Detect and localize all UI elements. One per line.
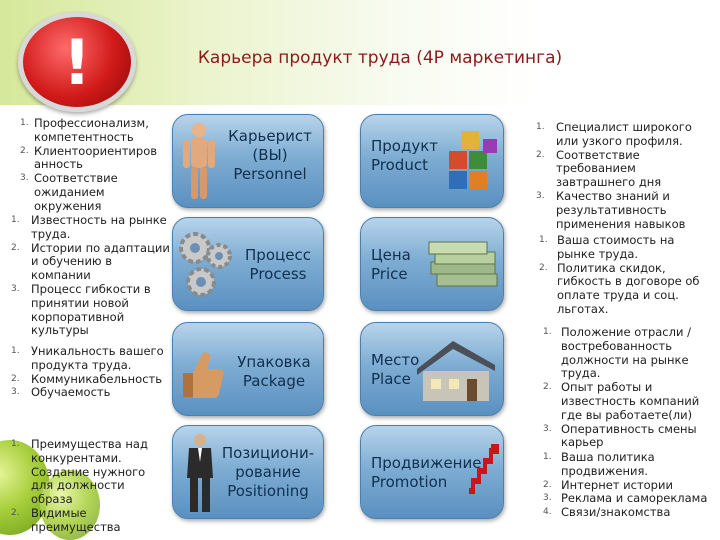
page-title: Карьера продукт труда (4P маркетинга)	[197, 48, 563, 68]
card-process[interactable]	[172, 217, 324, 311]
card-title-ru: Место	[371, 351, 420, 369]
personnel-list	[20, 116, 164, 214]
list-item	[11, 371, 171, 387]
list-text: Уникальность вашего продукта труда.	[31, 344, 164, 372]
list-text: Ваша политика продвижения.	[561, 450, 655, 478]
list-text: Преимущества над конкурентами. Создание нужного для должности образа	[31, 437, 148, 507]
card-title-ru: Упаковка	[237, 353, 311, 371]
card-title-ru: Позициони-	[221, 444, 315, 462]
card-title-en: Personnel	[233, 165, 307, 183]
list-item	[20, 143, 164, 173]
product-list	[536, 120, 716, 231]
place-list	[543, 325, 711, 450]
list-item	[11, 385, 171, 400]
card-title-ru: Процесс	[245, 246, 311, 264]
house-icon	[413, 335, 499, 405]
card-subtitle-ru: (ВЫ)	[252, 146, 288, 164]
exclamation-icon: !	[62, 26, 92, 99]
list-item	[11, 344, 171, 373]
card-product[interactable]	[360, 114, 504, 208]
card-title-en: Positioning	[227, 482, 309, 500]
card-title-ru: Продукт	[371, 137, 439, 155]
thumbs-up-icon	[177, 347, 227, 402]
card-title-en: Process	[249, 265, 307, 283]
list-text: Известность на рынке труда.	[31, 213, 167, 241]
card-title-en: Package	[242, 372, 306, 390]
list-text: Соответствие ожиданием окружения	[34, 171, 118, 213]
card-promotion[interactable]	[360, 425, 504, 519]
card-title-en: Product	[371, 156, 428, 174]
card-title-en: Price	[371, 265, 408, 283]
card-title-ru: Цена	[371, 246, 411, 264]
gears-icon	[175, 226, 237, 306]
list-item	[536, 147, 716, 190]
list-number: 1.	[539, 235, 548, 245]
list-text: Профессионализм, компетентность	[34, 116, 149, 144]
list-number: 2.	[20, 145, 29, 156]
process-list	[11, 213, 171, 338]
list-number: 1.	[543, 452, 552, 462]
list-text: Реклама и самореклама	[561, 491, 708, 506]
money-stack-icon	[427, 234, 501, 296]
list-number: 2.	[536, 149, 545, 160]
list-item	[543, 491, 711, 506]
list-number: 3.	[20, 173, 29, 184]
list-item	[539, 260, 707, 317]
card-price[interactable]	[360, 217, 504, 311]
list-number: 1.	[536, 122, 545, 132]
list-text: Специалист широкого или узкого профиля.	[556, 120, 692, 148]
card-package[interactable]	[172, 322, 324, 416]
positioning-list	[11, 437, 161, 535]
list-item	[536, 120, 716, 149]
list-item	[11, 505, 161, 535]
list-text: Политика скидок, гибкость в договоре об оплате труда и соц. льготах.	[557, 260, 700, 316]
list-text: Обучаемость	[31, 385, 111, 400]
list-text: Оперативность смены карьер	[561, 421, 697, 450]
list-text: Интернет истории	[561, 477, 673, 492]
list-item	[543, 325, 711, 381]
list-item	[11, 240, 171, 283]
list-text: Клиентоориентиров анность	[34, 143, 158, 172]
list-number: 3.	[536, 190, 545, 201]
list-item	[543, 477, 711, 493]
list-number: 1.	[11, 439, 20, 449]
toy-blocks-icon	[447, 129, 499, 195]
list-number: 4.	[543, 507, 552, 518]
list-number: 1.	[543, 327, 552, 337]
list-item	[11, 437, 161, 507]
list-text: Соответствие требованием завтрашнего дня	[556, 147, 662, 190]
list-number: 2.	[539, 262, 548, 273]
list-number: 1.	[11, 215, 20, 225]
package-list	[11, 344, 171, 400]
list-number: 1.	[20, 118, 29, 128]
list-item	[543, 450, 711, 479]
list-text: Процесс гибкости в принятии новой корпоративной культуры	[31, 281, 151, 338]
list-item	[543, 380, 711, 422]
list-text: Положение отрасли /востребованность должности на рынке труда.	[561, 325, 691, 381]
red-carpet-stairs-icon	[469, 442, 501, 514]
list-text: Видимые преимущества	[31, 505, 121, 534]
card-positioning[interactable]	[172, 425, 324, 519]
price-list	[539, 233, 707, 317]
list-text: Связи/знакомства	[561, 505, 671, 520]
list-number: 2.	[11, 373, 20, 384]
list-number: 3.	[11, 283, 20, 294]
list-text: Ваша стоимость на рынке труда.	[557, 233, 675, 261]
list-number: 2.	[543, 382, 552, 393]
list-item	[11, 213, 171, 242]
card-place[interactable]	[360, 322, 504, 416]
list-number: 2.	[11, 507, 20, 518]
list-item	[20, 171, 164, 213]
list-item	[539, 233, 707, 262]
list-text: Истории по адаптации и обучению в компании	[31, 240, 170, 283]
card-title-en: Place	[371, 370, 411, 388]
list-number: 3.	[543, 423, 552, 434]
list-number: 1.	[11, 346, 20, 356]
promotion-list	[543, 450, 711, 520]
card-title-ru-2: рование	[235, 463, 301, 481]
list-text: Опыт работы и известность компаний где вы работаете(ли)	[561, 380, 700, 422]
list-number: 2.	[11, 242, 20, 253]
list-item	[536, 188, 716, 231]
list-text: Качество знаний и результативность применения навыков	[556, 188, 686, 231]
list-item	[543, 505, 711, 520]
card-title-ru: Продвижение	[371, 454, 482, 472]
list-number: 3.	[11, 387, 20, 398]
list-number: 3.	[543, 493, 552, 504]
list-item	[11, 281, 171, 338]
list-item	[20, 116, 164, 145]
list-text: Коммуникабельность	[31, 371, 162, 386]
card-personnel[interactable]	[172, 114, 324, 208]
human-figure-icon	[179, 121, 219, 201]
card-title-ru: Карьерист	[228, 127, 312, 145]
list-number: 2.	[543, 479, 552, 490]
alert-badge	[18, 12, 136, 112]
list-item	[543, 421, 711, 451]
card-title-en: Promotion	[371, 473, 448, 491]
businessman-icon	[183, 432, 217, 514]
